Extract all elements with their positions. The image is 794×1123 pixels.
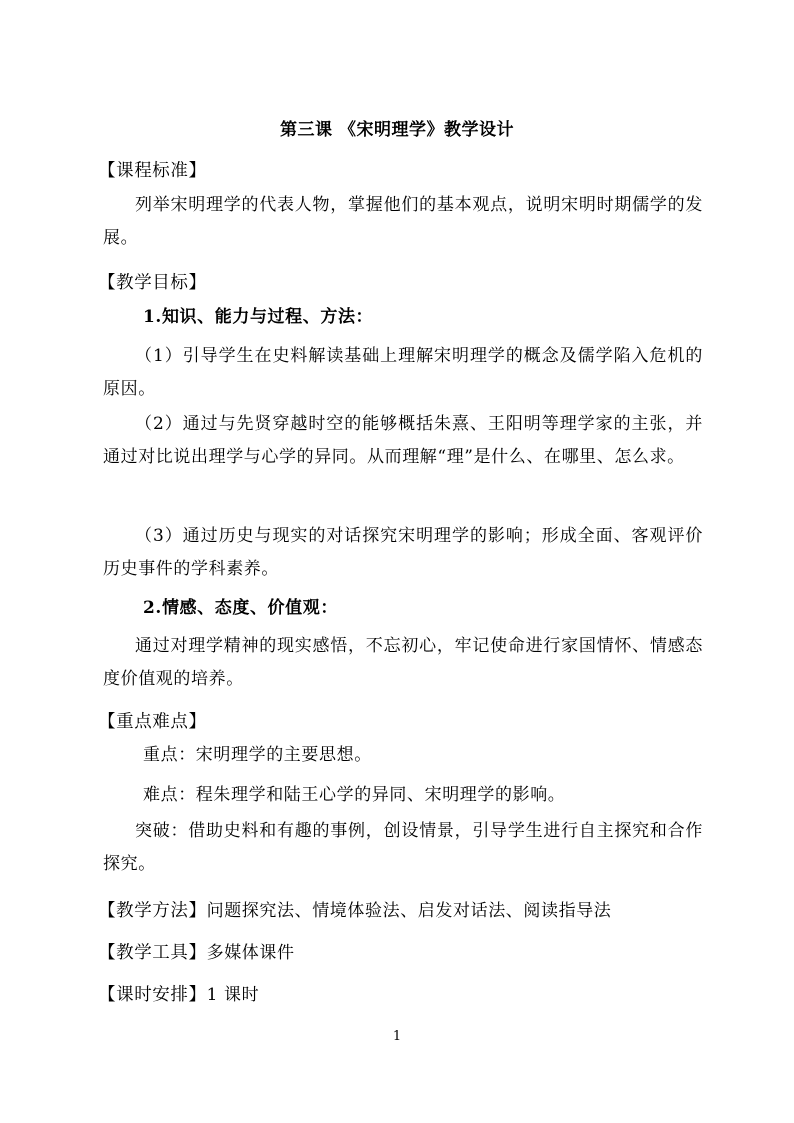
breakthrough-text: 突破：借助史料和有趣的事例，创设情景，引导学生进行自主探究和合作探究。 [103,821,703,874]
teaching-methods-heading: 【教学方法】 [98,901,207,921]
key-difficulties-heading: 【重点难点】 [98,712,207,732]
difficulty-text: 难点：程朱理学和陆王心学的异同、宋明理学的影响。 [143,785,566,805]
key-point-text: 重点：宋明理学的主要思想。 [143,745,372,765]
course-standard-text: 列举宋明理学的代表人物，掌握他们的基本观点，说明宋明时期儒学的发展。 [103,195,703,248]
objective-knowledge-subtitle: 1.知识、能力与过程、方法： [143,307,374,327]
objective-item-3: （3）通过历史与现实的对话探究宋明理学的影响；形成全面、客观评价历史事件的学科素养。 [103,526,703,579]
teaching-tools-heading: 【教学工具】 [98,943,207,963]
teaching-tools-line [98,941,295,965]
course-standard-heading: 【课程标准】 [98,161,207,181]
teaching-tools-text: 多媒体课件 [206,943,295,963]
page-title: 第三课 《宋明理学》教学设计 [280,120,514,140]
schedule-line [98,983,259,1007]
teaching-objectives-heading: 【教学目标】 [98,273,207,293]
page-number: 1 [392,1029,402,1044]
objective-item-2: （2）通过与先贤穿越时空的能够概括朱熹、王阳明等理学家的主张，并通过对比说出理学与心学的异同。从而理解“理”是什么、在哪里、怎么求。 [103,414,703,467]
objective-emotion-text: 通过对理学精神的现实感悟，不忘初心，牢记使命进行家国情怀、情感态度价值观的培养。 [103,636,703,689]
schedule-text: 1 课时 [206,985,260,1005]
teaching-methods-text: 问题探究法、情境体验法、启发对话法、阅读指导法 [206,901,612,921]
teaching-methods-line [98,899,611,923]
objective-emotion-subtitle: 2.情感、态度、价值观： [143,598,338,618]
objective-item-1: （1）引导学生在史料解读基础上理解宋明理学的概念及儒学陷入危机的原因。 [103,346,703,399]
schedule-heading: 【课时安排】 [98,985,207,1005]
